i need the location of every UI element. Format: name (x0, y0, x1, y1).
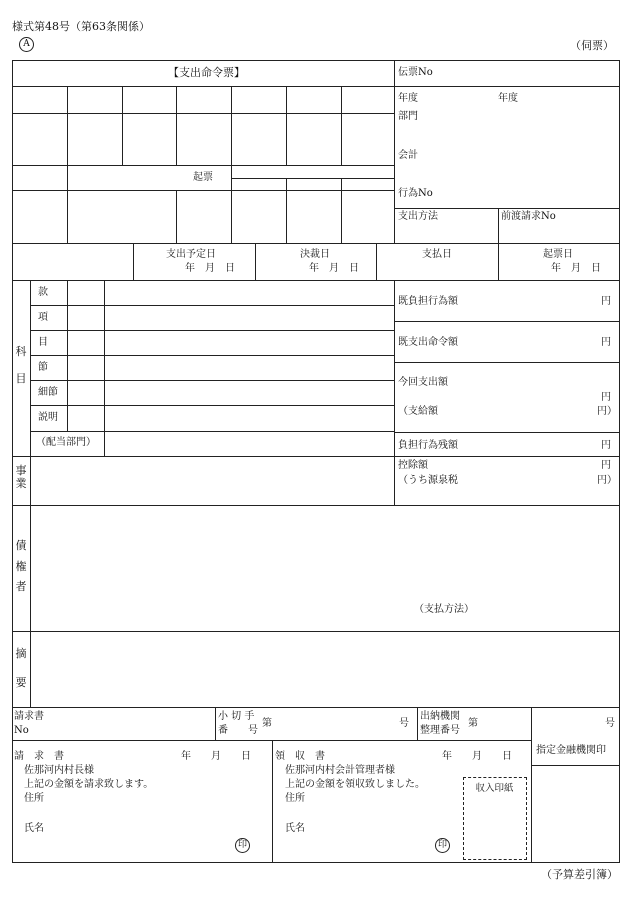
shikyu-label: （支給額 (398, 406, 438, 417)
seikyu-addressee: 佐那河内村長様 (24, 765, 94, 776)
gensen-label: （うち源泉税 (398, 475, 458, 486)
seikyu-body: 上記の金額を請求致します。 (24, 779, 154, 790)
maewatashi-no-label: 前渡請求No (501, 211, 556, 222)
kishishutsu-yen: 円 (601, 337, 611, 348)
kojo-label: 控除額 (398, 460, 428, 471)
suitou-dai: 第 (468, 718, 478, 729)
saiken-vertical: 債 権 者 (15, 539, 27, 594)
seikyu-ymd: 年 月 日 (181, 751, 251, 762)
konkai-label: 今回支出額 (398, 377, 448, 388)
payment-method-label: 支出方法 (398, 211, 438, 222)
seikyu-title: 請 求 書 (14, 751, 64, 762)
kamoku-vertical: 科 目 (15, 345, 27, 385)
shiharai-label: 支払日 (422, 249, 452, 260)
kessai-label: 決裁日 (300, 249, 330, 260)
jigyo-vertical: 事 業 (15, 464, 27, 490)
gensen-yen: 円） (597, 475, 617, 486)
ryoshu-addressee: 佐那河内村会計管理者様 (285, 765, 395, 776)
futan-zan-yen: 円 (601, 440, 611, 451)
nendo-label: 年度 (398, 93, 418, 104)
kihyo-label: 起票 (193, 172, 213, 183)
yosan-sashihiki-label: （予算差引簿） (541, 868, 618, 881)
suitou-label-1: 出納機関 (420, 711, 460, 722)
seikyu-seal-mark: 印 (235, 838, 250, 853)
yotei-ymd: 年 月 日 (185, 263, 235, 274)
form-number: 様式第48号（第63条関係） (12, 20, 150, 33)
kihyo-bi-ymd: 年 月 日 (551, 263, 601, 274)
nendo-label-2: 年度 (498, 93, 518, 104)
ukagai-label: （伺票） (570, 39, 614, 52)
ryoshu-body: 上記の金額を領収致しました。 (285, 779, 425, 790)
futan-zan-label: 負担行為残額 (398, 440, 458, 451)
form-title: 【支出命令票】 (168, 66, 245, 79)
ryoshu-seal-mark: 印 (435, 838, 450, 853)
revenue-stamp-label: 収入印紙 (475, 783, 514, 794)
kogitte-go: 号 (399, 718, 409, 729)
shikyu-yen: 円） (597, 406, 617, 417)
seikyusho-ref-label: 請求書 (14, 711, 44, 722)
seikyusho-no-label: No (14, 725, 29, 736)
kifutan-yen: 円 (601, 296, 611, 307)
kihyo-bi-label: 起票日 (543, 249, 573, 260)
ryoshu-ymd: 年 月 日 (442, 751, 512, 762)
haitou-bumon: （配当部門） (36, 437, 96, 448)
suitou-go: 号 (605, 718, 615, 729)
shiharai-houhou-label: （支払方法） (414, 604, 474, 615)
seikyu-address-label: 住所 (24, 793, 44, 804)
form-mark: A (19, 37, 34, 52)
tekiyo-vertical: 摘 要 (15, 647, 27, 689)
seikyu-name-label: 氏名 (24, 823, 44, 834)
bank-seal-label: 指定金融機関印 (536, 745, 606, 756)
kojo-yen: 円 (601, 460, 611, 471)
kamoku-kan: 款 (38, 287, 48, 298)
bumon-label: 部門 (398, 111, 418, 122)
kishishutsu-label: 既支出命令額 (398, 337, 458, 348)
ryoshu-name-label: 氏名 (285, 823, 305, 834)
kamoku-setsu: 節 (38, 362, 48, 373)
suitou-label-2: 整理番号 (420, 725, 460, 736)
yotei-label: 支出予定日 (166, 249, 216, 260)
kamoku-setsumei: 説明 (38, 412, 58, 423)
ryoshu-address-label: 住所 (285, 793, 305, 804)
kogitte-dai: 第 (262, 718, 272, 729)
kamoku-saisetsu: 細節 (38, 387, 58, 398)
konkai-yen: 円 (601, 392, 611, 403)
ryoshu-title: 領 収 書 (275, 751, 325, 762)
kamoku-kou: 項 (38, 312, 48, 323)
kogitte-label-1: 小 切 手 (218, 711, 255, 722)
koui-no-label: 行為No (398, 188, 433, 199)
kaikei-label: 会計 (398, 150, 418, 161)
kifutan-label: 既負担行為額 (398, 296, 458, 307)
kamoku-moku: 目 (38, 337, 48, 348)
kessai-ymd: 年 月 日 (309, 263, 359, 274)
denpyo-no-label: 伝票No (398, 67, 433, 78)
kogitte-label-2: 番 号 (218, 725, 258, 736)
revenue-stamp-box (463, 777, 527, 860)
